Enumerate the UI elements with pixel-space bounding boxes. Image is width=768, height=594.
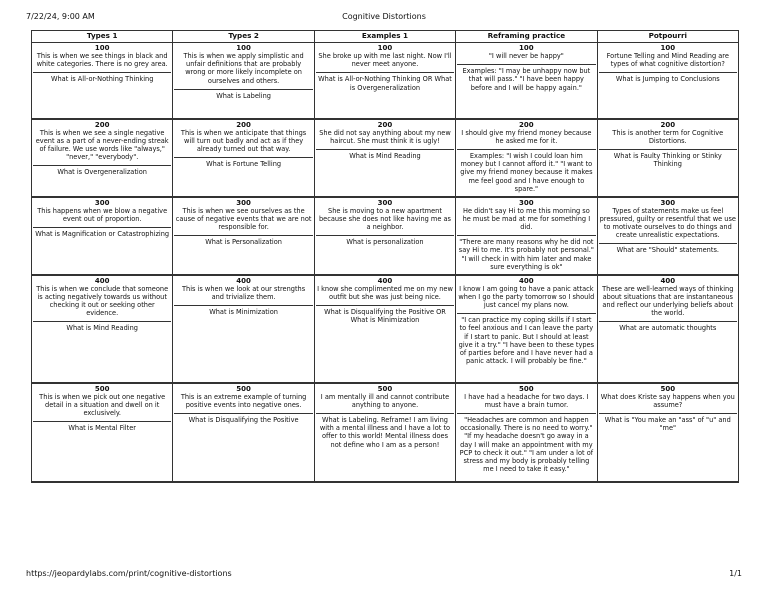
clue-text: I know I am going to have a panic attack when I go the party tomorrow so I should just cancel my plans now. [458, 284, 595, 309]
clue-text: I know she complimented me on my new outfit but she was just being nice. [317, 284, 453, 301]
question-cell [456, 43, 597, 119]
answer-text: What are automatic thoughts [619, 324, 717, 333]
point-value: 500 [377, 384, 393, 393]
question-cell [173, 197, 314, 275]
point-value: 400 [377, 276, 393, 285]
clue-text: I have had a headache for two days. I must have a brain tumor. [464, 392, 589, 409]
clue-text: This is another term for Cognitive Distortions. [612, 128, 724, 145]
answer-text: Examples: "I may be unhappy now but that will pass." "I have been happy before and I will be happy again." [462, 67, 591, 92]
board-row [32, 119, 739, 197]
point-value: 500 [519, 384, 534, 393]
question-cell [597, 197, 738, 275]
point-value: 100 [377, 44, 393, 52]
question-cell [173, 43, 314, 119]
question-cell [32, 383, 173, 482]
point-value: 400 [660, 276, 676, 285]
answer-text: What is Magnification or Catastrophizing [35, 229, 170, 238]
answer-text: "Headaches are common and happen occasionally. There is no need to worry." "If my headache doesn't go away in a day I will make an appointment with my PCP to check it out." "I am under a lot of stress and my body is probably telling me I need to take it easy." [459, 415, 594, 474]
question-cell [456, 119, 597, 197]
question-cell [314, 275, 455, 383]
page-title: Cognitive Distortions [342, 12, 426, 21]
clue-text: She broke up with me last night. Now I'll never meet anyone. [318, 52, 452, 69]
clue-text: This is when we see things in black and white categories. There is no grey area. [36, 52, 168, 69]
answer-text: What is Personalization [205, 238, 282, 247]
point-value: 200 [660, 120, 676, 129]
point-value: 300 [94, 198, 110, 207]
point-value: 300 [236, 198, 251, 207]
clue-text: Types of statements make us feel pressured, guilty or resentful that we use to motivate ourselves to do things and create unrealistic expectations. [599, 206, 736, 240]
point-value: 400 [94, 276, 110, 285]
clue-text: These are well-learned ways of thinking about situations that are instantaneous and reflect our underlying beliefs about the world. [602, 284, 734, 318]
point-value: 300 [519, 198, 534, 207]
question-cell [173, 119, 314, 197]
point-value: 200 [519, 120, 534, 129]
point-value: 100 [236, 44, 251, 52]
point-value: 500 [94, 384, 110, 393]
answer-text: What is Disqualifying the Positive [188, 415, 299, 424]
answer-text: What is All-or-Nothing Thinking [50, 75, 154, 84]
clue-text: He didn't say Hi to me this morning so he must be mad at me for something I did. [462, 206, 591, 231]
answer-text: What is "You make an "ass" of "u" and "me" [604, 415, 731, 433]
answer-text: What is Faulty Thinking or Stinky Thinking [613, 151, 722, 169]
jeopardy-board [31, 30, 739, 483]
point-value: 200 [94, 120, 110, 129]
answer-text: Examples: "I wish I could loan him money but I cannot afford it." "I want to give my friend money because it makes me feel good and I have enough to spare." [460, 151, 593, 193]
point-value: 400 [519, 276, 534, 285]
answer-text: "There are many reasons why he did not say Hi to me. It's probably not personal." "I will check in with him later and make sure everything is ok" [458, 238, 594, 271]
question-cell [456, 383, 597, 482]
answer-text: What is Jumping to Conclusions [615, 75, 720, 84]
page-number: 1/1 [729, 569, 742, 578]
point-value: 300 [660, 198, 676, 207]
clue-text: What does Kriste say happens when you assume? [600, 392, 735, 409]
point-value: 300 [377, 198, 393, 207]
clue-text: I should give my friend money because he asked me for it. [461, 128, 592, 145]
clue-text: This is when we look at our strengths and trivialize them. [182, 284, 306, 301]
point-value: 100 [94, 44, 110, 52]
question-cell [456, 275, 597, 383]
question-cell [456, 197, 597, 275]
board-row [32, 197, 739, 275]
answer-text: What is All-or-Nothing Thinking OR What is Overgeneralization [318, 75, 452, 92]
question-cell [173, 275, 314, 383]
clue-text: She is moving to a new apartment because she does not like having me as a neighbor. [318, 206, 451, 231]
point-value: 100 [660, 44, 676, 52]
clue-text: This is when we pick out one negative detail in a situation and dwell on it exclusively. [39, 392, 166, 417]
clue-text: This is when we see a single negative event as a part of a never-ending streak of failure. We use words like "always," "never," "everybody". [35, 128, 169, 162]
point-value: 100 [519, 44, 534, 52]
print-datetime: 7/22/24, 9:00 AM [26, 12, 95, 21]
point-value: 500 [236, 384, 251, 393]
category-header: Types 1 [32, 31, 173, 43]
answer-text: What is Overgeneralization [57, 168, 147, 177]
point-value: 200 [377, 120, 393, 129]
question-cell [314, 197, 455, 275]
board-body [32, 43, 739, 482]
clue-text: This is when we anticipate that things will turn out badly and act as if they already turned out that way. [180, 128, 307, 153]
clue-text: This is when we conclude that someone is acting negatively towards us without checking it out or seeking other evidence. [36, 284, 169, 318]
question-cell [314, 383, 455, 482]
clue-text: Fortune Telling and Mind Reading are types of what cognitive distortion? [606, 52, 729, 69]
question-cell [32, 275, 173, 383]
category-header: Examples 1 [314, 31, 455, 43]
answer-text: What is Mind Reading [349, 151, 421, 160]
question-cell [597, 43, 738, 119]
question-cell [32, 197, 173, 275]
question-cell [597, 275, 738, 383]
question-cell [314, 119, 455, 197]
category-header-row [32, 31, 739, 43]
clue-text: This happens when we blow a negative event out of proportion. [37, 206, 168, 223]
clue-text: She did not say anything about my new haircut. She must think it is ugly! [319, 128, 451, 145]
answer-text: What are "Should" statements. [616, 246, 719, 255]
clue-text: This is an extreme example of turning positive events into negative ones. [180, 392, 307, 409]
clue-text: "I will never be happy" [488, 52, 564, 60]
question-cell [597, 119, 738, 197]
category-header: Types 2 [173, 31, 314, 43]
answer-text: What is Fortune Telling [206, 160, 282, 169]
board-row [32, 43, 739, 119]
question-cell [173, 383, 314, 482]
question-cell [314, 43, 455, 119]
answer-text: What is Minimization [209, 307, 278, 316]
answer-text: What is personalization [346, 238, 424, 247]
board-row [32, 275, 739, 383]
category-header: Potpourri [597, 31, 738, 43]
point-value: 400 [236, 276, 251, 285]
question-cell [32, 119, 173, 197]
answer-text: "I can practice my coping skills if I start to feel anxious and I can leave the party if I start to panic. But I should at least give it a try." "I have been to these types of parties before and I have never had a panic attack. I will probably be fine." [458, 316, 595, 366]
answer-text: What is Mental Filter [68, 424, 136, 433]
category-header: Reframing practice [456, 31, 597, 43]
board-row [32, 383, 739, 482]
clue-text: This is when we apply simplistic and unfair definitions that are probably wrong or more likely incomplete on ourselves and others. [183, 52, 304, 85]
answer-text: What is Labeling [216, 91, 271, 100]
answer-text: What is Mind Reading [66, 324, 138, 333]
clue-text: I am mentally ill and cannot contribute anything to anyone. [320, 392, 450, 409]
footer-url: https://jeopardylabs.com/print/cognitive-distortions [26, 569, 232, 578]
point-value: 200 [236, 120, 251, 129]
clue-text: This is when we see ourselves as the cause of negative events that we are not responsible for. [175, 206, 312, 231]
answer-text: What is Disqualifying the Positive OR What is Minimization [324, 307, 446, 325]
point-value: 500 [660, 384, 676, 393]
question-cell [597, 383, 738, 482]
answer-text: What is Labeling. Reframe! I am living with a mental illness and I have a lot to offer to this world! Mental illness does not define who I am as a person! [319, 415, 451, 449]
question-cell [32, 43, 173, 119]
